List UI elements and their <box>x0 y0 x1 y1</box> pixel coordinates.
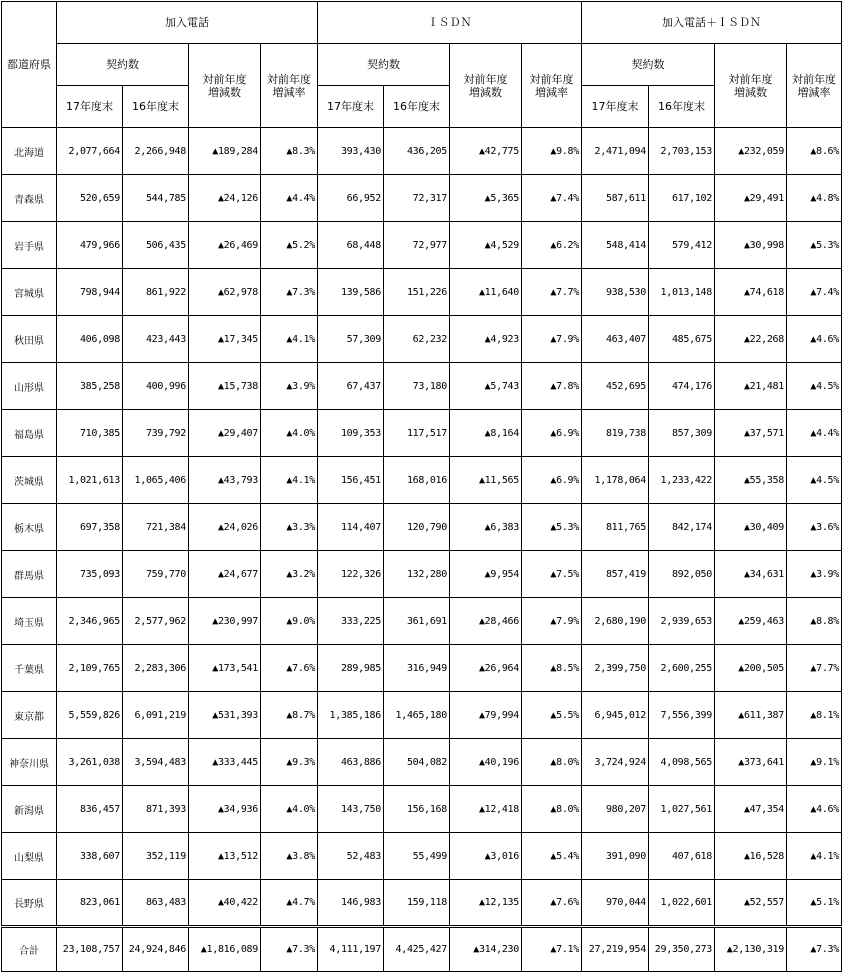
cell-isdn-yoy-change: ▲79,994 <box>450 692 522 739</box>
cell-total-yoy-change: ▲200,505 <box>715 645 787 692</box>
cell-isdn-yoy-change: ▲11,640 <box>450 269 522 316</box>
cell-phone-fy17: 479,966 <box>57 222 123 269</box>
cell-total-yoy-change: ▲611,387 <box>715 692 787 739</box>
cell-phone-fy16: 2,577,962 <box>123 598 189 645</box>
cell-isdn-fy17: 143,750 <box>318 786 384 833</box>
cell-phone-yoy-change: ▲173,541 <box>189 645 261 692</box>
header-yoy-rate-total: 対前年度 増減率 <box>787 44 842 128</box>
cell-isdn-fy16: 316,949 <box>384 645 450 692</box>
cell-prefecture: 長野県 <box>2 880 57 927</box>
cell-isdn-fy17: 146,983 <box>318 880 384 927</box>
cell-total-yoy-change: ▲47,354 <box>715 786 787 833</box>
cell-prefecture: 茨城県 <box>2 457 57 504</box>
cell-phone-yoy-rate: ▲4.7% <box>261 880 318 927</box>
cell-phone-fy16: 863,483 <box>123 880 189 927</box>
cell-isdn-fy17: 114,407 <box>318 504 384 551</box>
cell-phone-yoy-change: ▲34,936 <box>189 786 261 833</box>
cell-total-yoy-rate: ▲5.3% <box>787 222 842 269</box>
cell-phone-fy17: 710,385 <box>57 410 123 457</box>
cell-isdn-yoy-rate: ▲8.0% <box>522 786 582 833</box>
cell-phone-yoy-change: ▲24,126 <box>189 175 261 222</box>
cell-phone-yoy-rate: ▲9.3% <box>261 739 318 786</box>
cell-phone-fy17: 338,607 <box>57 833 123 880</box>
cell-isdn-yoy-rate: ▲8.0% <box>522 739 582 786</box>
cell-total-fy16: 857,309 <box>649 410 715 457</box>
cell-isdn-fy17: 333,225 <box>318 598 384 645</box>
table-body <box>2 128 842 972</box>
cell-phone-yoy-change: ▲13,512 <box>189 833 261 880</box>
cell-phone-yoy-rate: ▲4.1% <box>261 316 318 363</box>
cell-total-fy16: 2,600,255 <box>649 645 715 692</box>
cell-phone-yoy-change: ▲230,997 <box>189 598 261 645</box>
cell-phone-fy17: 2,077,664 <box>57 128 123 175</box>
cell-prefecture: 新潟県 <box>2 786 57 833</box>
cell-isdn-yoy-rate: ▲5.3% <box>522 504 582 551</box>
cell-phone-fy17: 385,258 <box>57 363 123 410</box>
cell-phone-yoy-rate: ▲4.4% <box>261 175 318 222</box>
cell-phone-fy17: 798,944 <box>57 269 123 316</box>
cell-isdn-yoy-change: ▲3,016 <box>450 833 522 880</box>
cell-phone-fy16: 400,996 <box>123 363 189 410</box>
cell-total-fy17: 548,414 <box>582 222 649 269</box>
header-contracts-phone: 契約数 <box>57 44 189 86</box>
cell-isdn-fy16: 1,465,180 <box>384 692 450 739</box>
cell-phone-yoy-change: ▲24,026 <box>189 504 261 551</box>
cell-total-yoy-change: ▲30,409 <box>715 504 787 551</box>
cell-phone-yoy-rate: ▲7.3% <box>261 927 318 972</box>
cell-total-yoy-change: ▲52,557 <box>715 880 787 927</box>
cell-prefecture: 山形県 <box>2 363 57 410</box>
cell-total-yoy-change: ▲37,571 <box>715 410 787 457</box>
header-group-isdn: ＩＳＤＮ <box>318 2 582 44</box>
cell-prefecture: 東京都 <box>2 692 57 739</box>
cell-total-fy16: 407,618 <box>649 833 715 880</box>
cell-isdn-yoy-rate: ▲7.5% <box>522 551 582 598</box>
cell-phone-fy16: 861,922 <box>123 269 189 316</box>
cell-phone-fy17: 836,457 <box>57 786 123 833</box>
cell-prefecture: 埼玉県 <box>2 598 57 645</box>
cell-total-yoy-change: ▲22,268 <box>715 316 787 363</box>
cell-total-yoy-change: ▲2,130,319 <box>715 927 787 972</box>
table-row <box>2 645 842 692</box>
cell-isdn-yoy-change: ▲9,954 <box>450 551 522 598</box>
cell-total-yoy-rate: ▲4.8% <box>787 175 842 222</box>
cell-phone-fy17: 823,061 <box>57 880 123 927</box>
cell-total-fy17: 452,695 <box>582 363 649 410</box>
table-row <box>2 457 842 504</box>
cell-isdn-yoy-change: ▲11,565 <box>450 457 522 504</box>
cell-isdn-yoy-change: ▲4,923 <box>450 316 522 363</box>
table-row <box>2 128 842 175</box>
cell-phone-yoy-rate: ▲7.6% <box>261 645 318 692</box>
cell-total-yoy-change: ▲259,463 <box>715 598 787 645</box>
cell-phone-fy16: 3,594,483 <box>123 739 189 786</box>
header-contracts-isdn: 契約数 <box>318 44 450 86</box>
cell-total-yoy-change: ▲21,481 <box>715 363 787 410</box>
cell-total-fy16: 1,233,422 <box>649 457 715 504</box>
cell-isdn-fy16: 168,016 <box>384 457 450 504</box>
cell-total-fy16: 474,176 <box>649 363 715 410</box>
cell-total-yoy-change: ▲232,059 <box>715 128 787 175</box>
cell-isdn-fy17: 109,353 <box>318 410 384 457</box>
cell-total-fy17: 819,738 <box>582 410 649 457</box>
cell-isdn-fy17: 68,448 <box>318 222 384 269</box>
cell-total-yoy-rate: ▲9.1% <box>787 739 842 786</box>
cell-phone-yoy-change: ▲62,978 <box>189 269 261 316</box>
cell-prefecture: 神奈川県 <box>2 739 57 786</box>
cell-isdn-fy17: 66,952 <box>318 175 384 222</box>
cell-total-yoy-change: ▲55,358 <box>715 457 787 504</box>
cell-isdn-yoy-change: ▲40,196 <box>450 739 522 786</box>
cell-phone-yoy-change: ▲29,407 <box>189 410 261 457</box>
cell-isdn-fy16: 504,082 <box>384 739 450 786</box>
cell-total-fy16: 579,412 <box>649 222 715 269</box>
cell-total-fy16: 29,350,273 <box>649 927 715 972</box>
cell-total-fy16: 1,013,148 <box>649 269 715 316</box>
cell-phone-fy16: 6,091,219 <box>123 692 189 739</box>
cell-phone-fy16: 2,283,306 <box>123 645 189 692</box>
cell-total-fy17: 2,471,094 <box>582 128 649 175</box>
cell-total-fy17: 938,530 <box>582 269 649 316</box>
cell-phone-yoy-change: ▲333,445 <box>189 739 261 786</box>
cell-total-yoy-rate: ▲4.6% <box>787 786 842 833</box>
cell-isdn-fy16: 159,118 <box>384 880 450 927</box>
cell-isdn-yoy-rate: ▲9.8% <box>522 128 582 175</box>
cell-total-yoy-rate: ▲4.4% <box>787 410 842 457</box>
cell-isdn-fy16: 72,977 <box>384 222 450 269</box>
cell-phone-yoy-rate: ▲7.3% <box>261 269 318 316</box>
cell-phone-fy17: 735,093 <box>57 551 123 598</box>
cell-prefecture: 群馬県 <box>2 551 57 598</box>
cell-total-fy16: 2,703,153 <box>649 128 715 175</box>
cell-prefecture: 秋田県 <box>2 316 57 363</box>
cell-isdn-yoy-change: ▲4,529 <box>450 222 522 269</box>
cell-total-yoy-rate: ▲8.8% <box>787 598 842 645</box>
cell-isdn-fy17: 52,483 <box>318 833 384 880</box>
cell-isdn-fy16: 62,232 <box>384 316 450 363</box>
cell-phone-yoy-change: ▲1,816,089 <box>189 927 261 972</box>
cell-isdn-fy16: 156,168 <box>384 786 450 833</box>
table-row <box>2 222 842 269</box>
cell-isdn-fy17: 156,451 <box>318 457 384 504</box>
cell-phone-fy16: 352,119 <box>123 833 189 880</box>
table-row <box>2 316 842 363</box>
cell-isdn-fy16: 117,517 <box>384 410 450 457</box>
cell-phone-fy16: 24,924,846 <box>123 927 189 972</box>
cell-total-yoy-change: ▲74,618 <box>715 269 787 316</box>
table-row <box>2 410 842 457</box>
cell-prefecture: 山梨県 <box>2 833 57 880</box>
cell-phone-fy16: 759,770 <box>123 551 189 598</box>
header-prefecture: 都道府県 <box>2 2 57 128</box>
cell-total-fy17: 2,399,750 <box>582 645 649 692</box>
header-fy16-isdn: 16年度末 <box>384 86 450 128</box>
table-row <box>2 786 842 833</box>
header-fy16-phone: 16年度末 <box>123 86 189 128</box>
cell-phone-yoy-change: ▲40,422 <box>189 880 261 927</box>
cell-phone-yoy-change: ▲26,469 <box>189 222 261 269</box>
cell-isdn-fy16: 55,499 <box>384 833 450 880</box>
cell-total-fy17: 587,611 <box>582 175 649 222</box>
header-yoy-change-isdn: 対前年度 増減数 <box>450 44 522 128</box>
cell-prefecture: 福島県 <box>2 410 57 457</box>
cell-total-fy16: 485,675 <box>649 316 715 363</box>
cell-isdn-yoy-change: ▲8,164 <box>450 410 522 457</box>
cell-total-fy17: 970,044 <box>582 880 649 927</box>
table-row <box>2 269 842 316</box>
total-row <box>2 927 842 972</box>
cell-isdn-yoy-rate: ▲7.7% <box>522 269 582 316</box>
cell-total-yoy-rate: ▲5.1% <box>787 880 842 927</box>
cell-prefecture: 北海道 <box>2 128 57 175</box>
cell-phone-fy16: 506,435 <box>123 222 189 269</box>
subscription-table <box>1 1 842 972</box>
cell-phone-yoy-change: ▲17,345 <box>189 316 261 363</box>
cell-total-fy16: 617,102 <box>649 175 715 222</box>
table-row <box>2 551 842 598</box>
table-row <box>2 504 842 551</box>
cell-total-fy16: 1,027,561 <box>649 786 715 833</box>
cell-total-fy16: 842,174 <box>649 504 715 551</box>
cell-phone-yoy-rate: ▲3.8% <box>261 833 318 880</box>
cell-prefecture: 青森県 <box>2 175 57 222</box>
cell-phone-fy17: 406,098 <box>57 316 123 363</box>
cell-isdn-fy16: 72,317 <box>384 175 450 222</box>
cell-total-yoy-change: ▲30,998 <box>715 222 787 269</box>
cell-isdn-yoy-rate: ▲6.9% <box>522 457 582 504</box>
cell-phone-yoy-rate: ▲8.7% <box>261 692 318 739</box>
cell-phone-fy16: 721,384 <box>123 504 189 551</box>
cell-phone-yoy-change: ▲43,793 <box>189 457 261 504</box>
cell-prefecture: 岩手県 <box>2 222 57 269</box>
header-fy17-phone: 17年度末 <box>57 86 123 128</box>
cell-phone-fy17: 2,109,765 <box>57 645 123 692</box>
cell-isdn-fy17: 67,437 <box>318 363 384 410</box>
cell-isdn-yoy-rate: ▲7.8% <box>522 363 582 410</box>
cell-isdn-yoy-rate: ▲5.5% <box>522 692 582 739</box>
cell-phone-yoy-rate: ▲3.3% <box>261 504 318 551</box>
cell-total-fy16: 2,939,653 <box>649 598 715 645</box>
cell-total-yoy-rate: ▲4.6% <box>787 316 842 363</box>
cell-total-fy17: 980,207 <box>582 786 649 833</box>
table-row <box>2 175 842 222</box>
cell-isdn-fy17: 1,385,186 <box>318 692 384 739</box>
header-group-total: 加入電話＋ＩＳＤＮ <box>582 2 842 44</box>
cell-total-fy16: 1,022,601 <box>649 880 715 927</box>
header-yoy-change-phone: 対前年度 増減数 <box>189 44 261 128</box>
cell-phone-fy16: 2,266,948 <box>123 128 189 175</box>
cell-isdn-fy16: 120,790 <box>384 504 450 551</box>
cell-total-yoy-rate: ▲8.6% <box>787 128 842 175</box>
cell-phone-yoy-rate: ▲3.9% <box>261 363 318 410</box>
cell-prefecture: 合計 <box>2 927 57 972</box>
cell-total-fy16: 892,050 <box>649 551 715 598</box>
cell-total-fy17: 2,680,190 <box>582 598 649 645</box>
cell-prefecture: 千葉県 <box>2 645 57 692</box>
cell-isdn-yoy-rate: ▲5.4% <box>522 833 582 880</box>
cell-total-yoy-rate: ▲7.7% <box>787 645 842 692</box>
cell-isdn-fy16: 132,280 <box>384 551 450 598</box>
table-row <box>2 880 842 927</box>
cell-total-fy17: 857,419 <box>582 551 649 598</box>
cell-total-fy17: 811,765 <box>582 504 649 551</box>
cell-total-fy16: 7,556,399 <box>649 692 715 739</box>
cell-isdn-yoy-rate: ▲7.4% <box>522 175 582 222</box>
cell-isdn-yoy-change: ▲5,743 <box>450 363 522 410</box>
cell-isdn-yoy-rate: ▲7.9% <box>522 598 582 645</box>
cell-isdn-fy16: 73,180 <box>384 363 450 410</box>
cell-phone-yoy-rate: ▲8.3% <box>261 128 318 175</box>
cell-total-yoy-rate: ▲3.6% <box>787 504 842 551</box>
cell-phone-yoy-rate: ▲3.2% <box>261 551 318 598</box>
cell-isdn-yoy-rate: ▲7.6% <box>522 880 582 927</box>
cell-isdn-yoy-change: ▲42,775 <box>450 128 522 175</box>
cell-isdn-yoy-change: ▲12,135 <box>450 880 522 927</box>
cell-total-fy17: 6,945,012 <box>582 692 649 739</box>
cell-phone-yoy-rate: ▲9.0% <box>261 598 318 645</box>
cell-isdn-fy16: 436,205 <box>384 128 450 175</box>
cell-isdn-fy17: 289,985 <box>318 645 384 692</box>
cell-prefecture: 宮城県 <box>2 269 57 316</box>
cell-phone-yoy-change: ▲15,738 <box>189 363 261 410</box>
cell-phone-fy17: 2,346,965 <box>57 598 123 645</box>
table-row <box>2 833 842 880</box>
header-yoy-rate-phone: 対前年度 増減率 <box>261 44 318 128</box>
cell-total-yoy-rate: ▲3.9% <box>787 551 842 598</box>
cell-isdn-fy17: 463,886 <box>318 739 384 786</box>
cell-phone-yoy-rate: ▲4.0% <box>261 410 318 457</box>
cell-phone-fy16: 871,393 <box>123 786 189 833</box>
header-fy16-total: 16年度末 <box>649 86 715 128</box>
cell-total-yoy-change: ▲34,631 <box>715 551 787 598</box>
cell-total-yoy-change: ▲16,528 <box>715 833 787 880</box>
cell-total-fy17: 3,724,924 <box>582 739 649 786</box>
cell-phone-fy17: 520,659 <box>57 175 123 222</box>
cell-isdn-fy17: 4,111,197 <box>318 927 384 972</box>
cell-isdn-fy17: 57,309 <box>318 316 384 363</box>
cell-prefecture: 栃木県 <box>2 504 57 551</box>
header-fy17-isdn: 17年度末 <box>318 86 384 128</box>
table-row <box>2 363 842 410</box>
cell-phone-yoy-change: ▲531,393 <box>189 692 261 739</box>
cell-isdn-fy16: 151,226 <box>384 269 450 316</box>
cell-isdn-yoy-change: ▲314,230 <box>450 927 522 972</box>
cell-phone-fy17: 23,108,757 <box>57 927 123 972</box>
header-fy17-total: 17年度末 <box>582 86 649 128</box>
cell-total-yoy-rate: ▲7.3% <box>787 927 842 972</box>
cell-isdn-yoy-rate: ▲7.1% <box>522 927 582 972</box>
cell-isdn-fy16: 361,691 <box>384 598 450 645</box>
cell-isdn-yoy-change: ▲26,964 <box>450 645 522 692</box>
cell-isdn-yoy-change: ▲12,418 <box>450 786 522 833</box>
cell-total-fy17: 391,090 <box>582 833 649 880</box>
cell-total-fy17: 463,407 <box>582 316 649 363</box>
table-row <box>2 598 842 645</box>
header-contracts-total: 契約数 <box>582 44 715 86</box>
cell-total-yoy-change: ▲373,641 <box>715 739 787 786</box>
cell-isdn-yoy-rate: ▲6.9% <box>522 410 582 457</box>
cell-isdn-yoy-rate: ▲7.9% <box>522 316 582 363</box>
cell-total-yoy-rate: ▲8.1% <box>787 692 842 739</box>
cell-phone-yoy-rate: ▲4.0% <box>261 786 318 833</box>
cell-total-yoy-rate: ▲4.5% <box>787 363 842 410</box>
cell-isdn-yoy-rate: ▲8.5% <box>522 645 582 692</box>
header-yoy-change-total: 対前年度 増減数 <box>715 44 787 128</box>
cell-phone-fy17: 1,021,613 <box>57 457 123 504</box>
cell-phone-fy17: 3,261,038 <box>57 739 123 786</box>
table-row <box>2 739 842 786</box>
cell-isdn-yoy-change: ▲5,365 <box>450 175 522 222</box>
cell-phone-yoy-rate: ▲5.2% <box>261 222 318 269</box>
table-row <box>2 692 842 739</box>
cell-phone-fy16: 739,792 <box>123 410 189 457</box>
cell-isdn-yoy-rate: ▲6.2% <box>522 222 582 269</box>
cell-phone-yoy-rate: ▲4.1% <box>261 457 318 504</box>
header-group-phone: 加入電話 <box>57 2 318 44</box>
cell-phone-fy16: 1,065,406 <box>123 457 189 504</box>
cell-phone-fy17: 5,559,826 <box>57 692 123 739</box>
cell-isdn-fy17: 122,326 <box>318 551 384 598</box>
cell-phone-fy17: 697,358 <box>57 504 123 551</box>
cell-phone-yoy-change: ▲24,677 <box>189 551 261 598</box>
header-yoy-rate-isdn: 対前年度 増減率 <box>522 44 582 128</box>
cell-phone-yoy-change: ▲189,284 <box>189 128 261 175</box>
cell-phone-fy16: 423,443 <box>123 316 189 363</box>
cell-total-yoy-rate: ▲7.4% <box>787 269 842 316</box>
cell-isdn-fy17: 393,430 <box>318 128 384 175</box>
cell-isdn-fy17: 139,586 <box>318 269 384 316</box>
cell-isdn-yoy-change: ▲28,466 <box>450 598 522 645</box>
cell-isdn-yoy-change: ▲6,383 <box>450 504 522 551</box>
cell-total-fy17: 27,219,954 <box>582 927 649 972</box>
cell-phone-fy16: 544,785 <box>123 175 189 222</box>
cell-total-yoy-change: ▲29,491 <box>715 175 787 222</box>
cell-total-fy17: 1,178,064 <box>582 457 649 504</box>
cell-isdn-fy16: 4,425,427 <box>384 927 450 972</box>
cell-total-yoy-rate: ▲4.1% <box>787 833 842 880</box>
cell-total-yoy-rate: ▲4.5% <box>787 457 842 504</box>
cell-total-fy16: 4,098,565 <box>649 739 715 786</box>
